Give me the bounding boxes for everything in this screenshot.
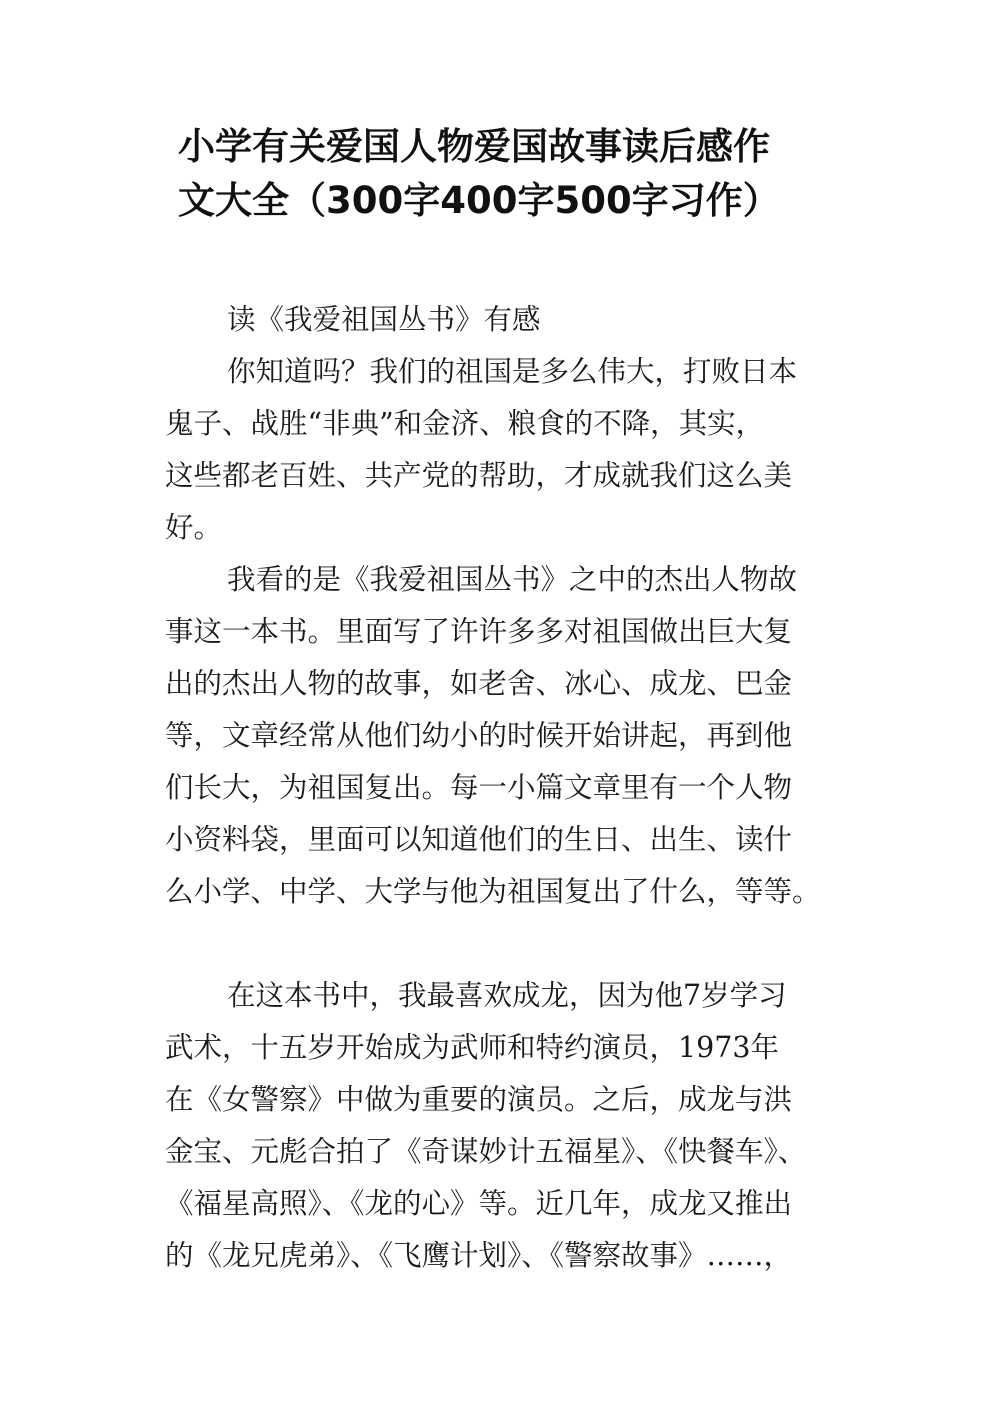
paragraph-line: 好。 (165, 511, 223, 544)
paragraph-line: 事这一本书。里面写了许许多多对祖国做出巨大复 (165, 615, 793, 648)
title-line-2: 文大全（300字400字500字习作） (178, 179, 780, 222)
article-subtitle: 读《我爱祖国丛书》有感 (227, 303, 541, 336)
paragraph-line: 在《女警察》中做为重要的演员。之后，成龙与洪 (165, 1083, 793, 1116)
title-line-1: 小学有关爱国人物爱国故事读后感作 (178, 125, 770, 168)
paragraph-line: 武术，十五岁开始成为武师和特约演员，1973年 (165, 1031, 780, 1064)
paragraph-line: 么小学、中学、大学与他为祖国复出了什么，等等。 (165, 875, 821, 908)
paragraph-line: 我看的是《我爱祖国丛书》之中的杰出人物故 (227, 563, 798, 596)
paragraph-line: 们长大，为祖国复出。每一小篇文章里有一个人物 (165, 771, 793, 804)
paragraph-line: 你知道吗？我们的祖国是多么伟大，打败日本 (227, 355, 798, 388)
paragraph-line: 出的杰出人物的故事，如老舍、冰心、成龙、巴金 (165, 667, 793, 700)
paragraph-line: 在这本书中，我最喜欢成龙，因为他7岁学习 (227, 979, 787, 1012)
paragraph-line: 等，文章经常从他们幼小的时候开始讲起，再到他 (165, 719, 793, 752)
paragraph-line: 小资料袋，里面可以知道他们的生日、出生、读什 (165, 823, 793, 856)
paragraph-line: 《福星高照》、《龙的心》等。近几年，成龙又推出 (165, 1187, 793, 1220)
paragraph-line: 的《龙兄虎弟》、《飞鹰计划》、《警察故事》……， (165, 1239, 793, 1272)
document-title (178, 120, 838, 228)
paragraph-line: 金宝、元彪合拍了《奇谋妙计五福星》、《快餐车》、 (165, 1135, 807, 1168)
paragraph-line: 这些都老百姓、共产党的帮助，才成就我们这么美 (165, 459, 793, 492)
paragraph-line: 鬼子、战胜“非典”和金济、粮食的不降，其实， (165, 407, 765, 440)
